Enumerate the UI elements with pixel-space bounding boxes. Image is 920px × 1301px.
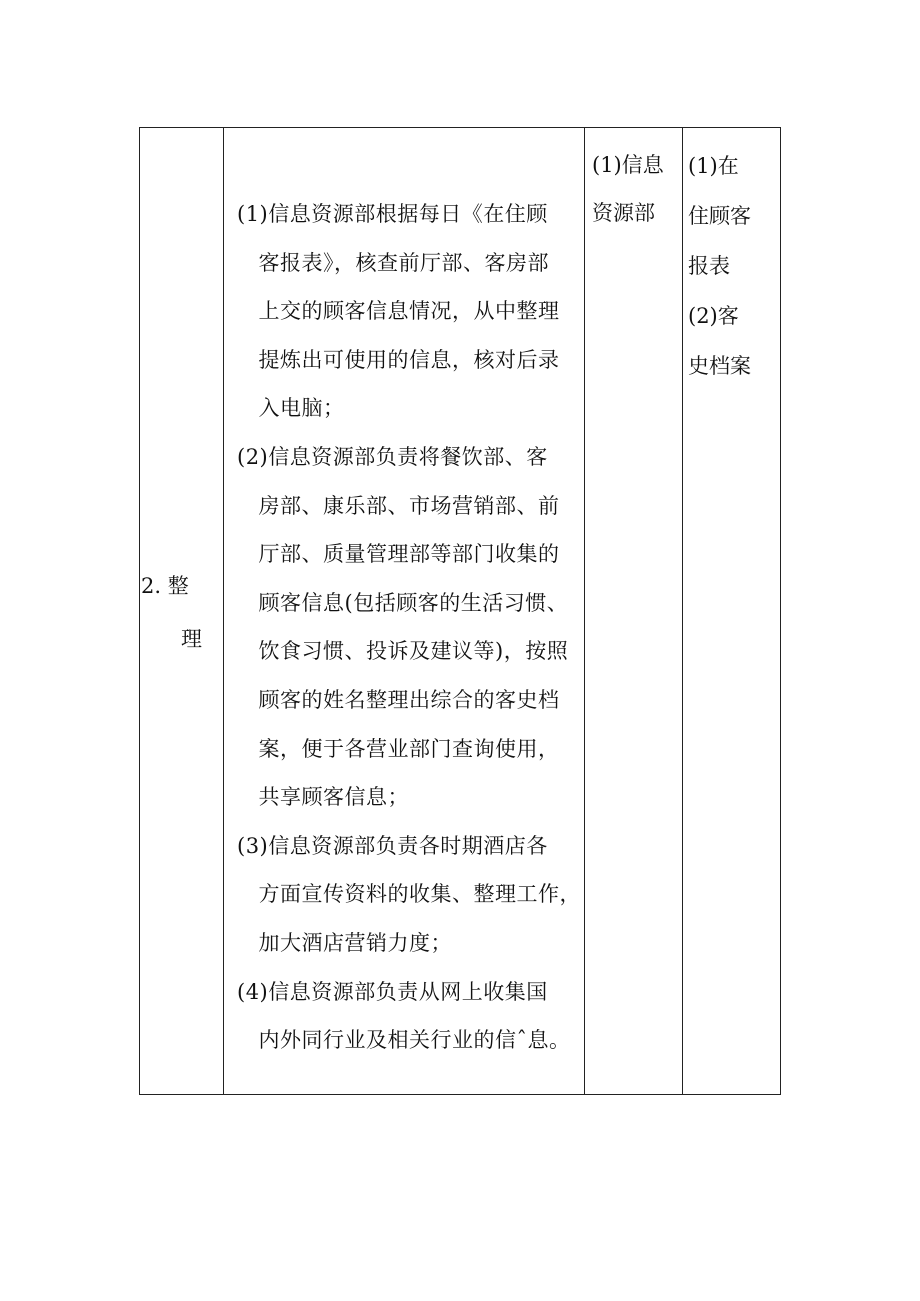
records-list <box>688 141 778 391</box>
column-divider <box>682 128 683 1094</box>
procedure-table <box>139 127 781 1095</box>
department-cell <box>586 128 682 1094</box>
step-label-line1: 2. 整 <box>141 574 189 598</box>
department-text: (1)信息 资源部 <box>592 153 664 225</box>
record-item-2: (2)客 史档案 <box>688 304 751 378</box>
content-cell <box>226 128 584 1094</box>
records-cell <box>684 128 780 1094</box>
content-item-4: (4)信息资源部负责从网上收集国 内外同行业及相关行业的信ˆ息。 <box>237 979 571 1053</box>
content-item-3: (3)信息资源部负责各时期酒店各 方面宣传资料的收集、整理工作， 加大酒店营销力度； <box>237 833 581 955</box>
content-list <box>237 190 587 1065</box>
content-item-1: (1)信息资源部根据每日《在住顾 客报表》，核查前厅部、客房部 上交的顾客信息情况，从中整理 提炼出可使用的信息，核对后录 入电脑； <box>237 202 560 421</box>
step-label-line2: 理 <box>181 627 202 651</box>
record-item-1: (1)在 住顾客 报表 <box>688 154 751 278</box>
step-cell <box>140 128 224 1094</box>
content-item-2: (2)信息资源部负责将餐饮部、客 房部、康乐部、市场营销部、前 厅部、质量管理部等部门收集的 顾客信息(包括顾客的生活习惯、 饮食习惯、投诉及建议等)，按照 顾客的姓名整理出综合的客史档 案，便于各营业部门查询使用， 共享顾客信息； <box>237 444 569 810</box>
